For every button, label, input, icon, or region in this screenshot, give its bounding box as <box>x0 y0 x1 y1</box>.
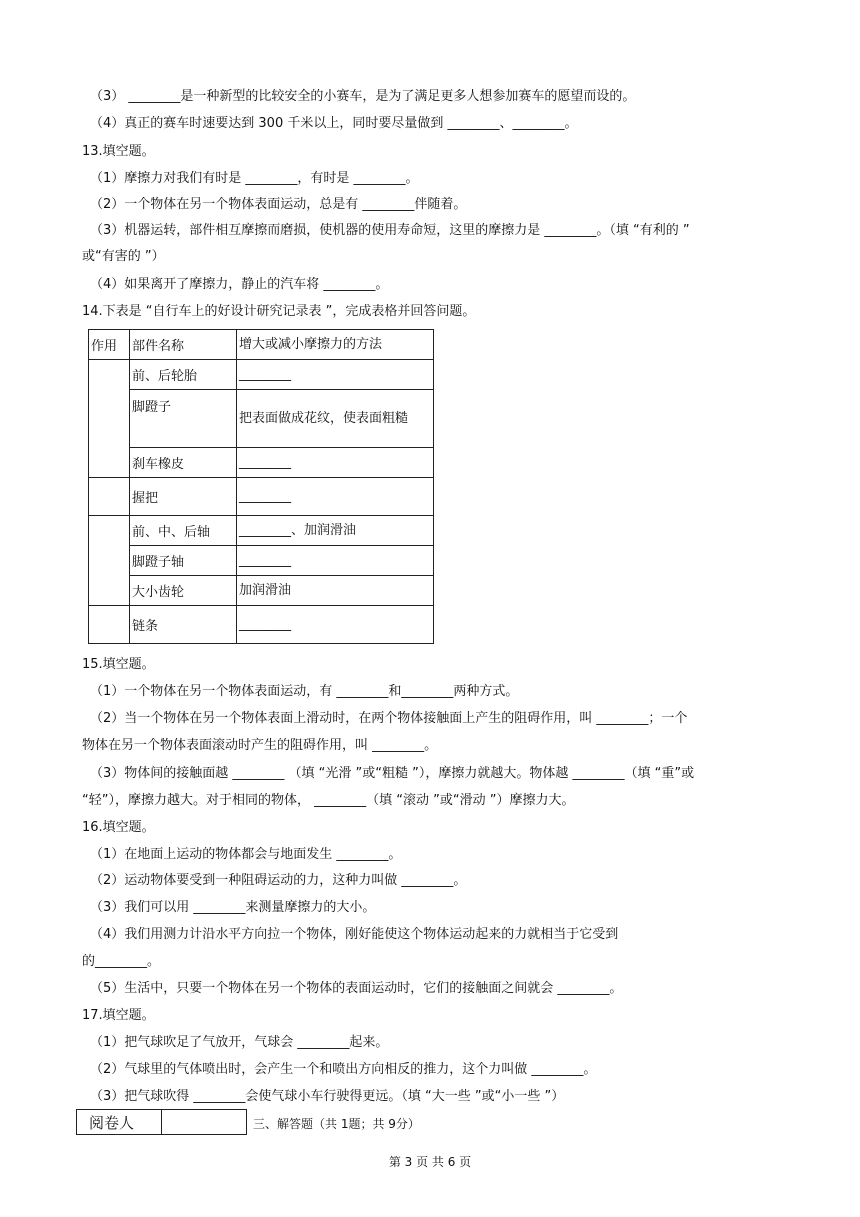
question-heading: 16.填空题。 <box>82 820 155 835</box>
question-line: （3）机器运转，部件相互摩擦而磨损，使机器的使用寿命短，这里的摩擦力是 ________。（填 “有利的 ” <box>90 223 690 238</box>
table-header: 增大或减小摩擦力的方法 <box>237 330 434 360</box>
table-cell-part: 刹车橡皮 <box>130 448 237 478</box>
bike-design-table <box>88 329 434 644</box>
question-line: （2）运动物体要受到一种阻碍运动的力，这种力叫做 ________。 <box>90 873 467 888</box>
question-line: （5）生活中，只要一个物体在另一个物体的表面运动时，它们的接触面之间就会 ________。 <box>90 981 623 996</box>
table-cell-method: 把表面做成花纹，使表面粗糙 <box>237 390 434 448</box>
question-line: （1）在地面上运动的物体都会与地面发生 ________。 <box>90 847 402 862</box>
table-cell-method: 加润滑油 <box>237 576 434 606</box>
question-line: （1）摩擦力对我们有时是 ________，有时是 ________。 <box>90 171 419 186</box>
table-cell-part: 前、后轮胎 <box>130 360 237 390</box>
question-heading: 13.填空题。 <box>82 144 155 159</box>
question-line: 的________。 <box>82 954 161 969</box>
question-line: （2）一个物体在另一个物体表面运动，总是有 ________伴随着。 <box>90 197 467 212</box>
table-cell-empty <box>89 478 130 516</box>
table-cell-part: 前、中、后轴 <box>130 516 237 546</box>
table-cell-part: 大小齿轮 <box>130 576 237 606</box>
question-line: 或“有害的 ”） <box>82 249 165 264</box>
table-cell-part: 链条 <box>130 606 237 644</box>
question-heading: 15.填空题。 <box>82 657 155 672</box>
table-cell-method: ________ <box>237 360 434 390</box>
table-header: 部件名称 <box>130 330 237 360</box>
question-line: （1）一个物体在另一个物体表面运动，有 ________和________两种方式。 <box>90 684 519 699</box>
question-line: （3）物体间的接触面越 ________ （填 “光滑 ”或“粗糙 ”），摩擦力就越大。物体越 ________（填 “重”或 <box>90 766 695 781</box>
question-line: （2）气球里的气体喷出时，会产生一个和喷出方向相反的推力，这个力叫做 ________。 <box>90 1062 597 1077</box>
table-cell-empty <box>89 360 130 478</box>
table-cell-method: ________ <box>237 606 434 644</box>
table-cell-method: ________ <box>237 546 434 576</box>
table-cell-empty <box>89 606 130 644</box>
table-cell-empty <box>89 516 130 606</box>
table-cell-method: ________ <box>237 478 434 516</box>
table-cell-part: 握把 <box>130 478 237 516</box>
grader-signature-field[interactable] <box>162 1110 247 1135</box>
table-header: 作用 <box>89 330 130 360</box>
grader-box <box>76 1109 247 1135</box>
question-line: （4）如果离开了摩擦力，静止的汽车将 ________。 <box>90 277 389 292</box>
question-line: （4）我们用测力计沿水平方向拉一个物体，刚好能使这个物体运动起来的力就相当于它受到 <box>90 927 619 942</box>
table-cell-method: ________、加润滑油 <box>237 516 434 546</box>
section-title: 三、解答题（共 1题；共 9分） <box>253 1117 420 1131</box>
question-heading: 17.填空题。 <box>82 1008 155 1023</box>
table-cell-part: 脚蹬子 <box>130 390 237 448</box>
page-footer: 第 3 页 共 6 页 <box>388 1155 472 1169</box>
question-line: （1）把气球吹足了气放开，气球会 ________起来。 <box>90 1035 389 1050</box>
grader-label: 阅卷人 <box>77 1110 162 1135</box>
question-line: （4）真正的赛车时速要达到 300 千米以上，同时要尽量做到 ________、________。 <box>90 116 578 131</box>
question-heading: 14.下表是 “自行车上的好设计研究记录表 ”，完成表格并回答问题。 <box>82 304 476 319</box>
table-cell-part: 脚蹬子轴 <box>130 546 237 576</box>
question-line: （3）我们可以用 ________来测量摩擦力的大小。 <box>90 900 376 915</box>
question-line: “轻”），摩擦力越大。对于相同的物体， ________（填 “滚动 ”或“滑动 ”）摩擦力大。 <box>82 793 575 808</box>
question-line: 物体在另一个物体表面滚动时产生的阻碍作用，叫 ________。 <box>82 738 438 753</box>
question-line: （3）把气球吹得 ________会使气球小车行驶得更远。（填 “大一些 ”或“小一些 ”） <box>90 1089 565 1104</box>
table-cell-method: ________ <box>237 448 434 478</box>
question-line: （3） ________是一种新型的比较安全的小赛车，是为了满足更多人想参加赛车的愿望而设的。 <box>90 89 636 104</box>
question-line: （2）当一个物体在另一个物体表面上滑动时，在两个物体接触面上产生的阻碍作用，叫 ________；一个 <box>90 711 688 726</box>
